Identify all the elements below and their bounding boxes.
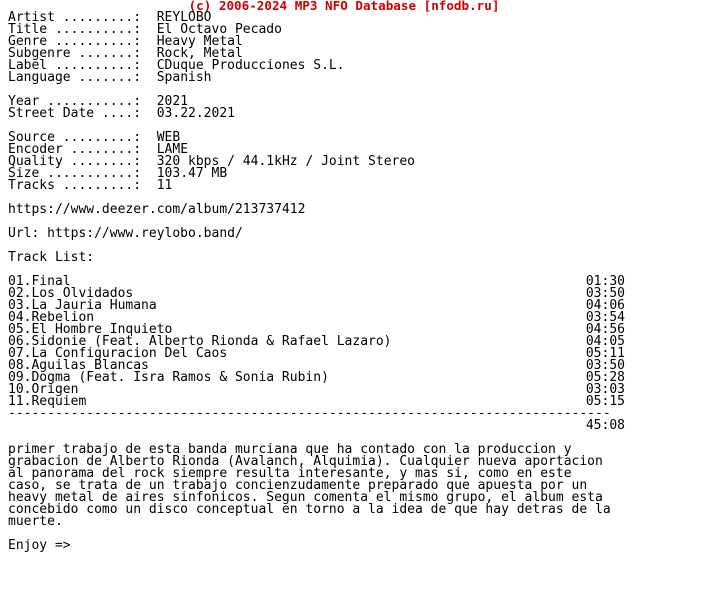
info-label: Encoder ........: — [8, 142, 142, 157]
info-label: Source .........: — [8, 130, 142, 145]
footer-enjoy: Enjoy => — [8, 538, 71, 553]
info-label: Size ...........: — [8, 166, 142, 181]
description-line: primer trabajo de esta banda murciana que ha contado con la produccion y — [8, 442, 572, 457]
track-title: 09.Dogma (Feat. Isra Ramos & Sonia Rubin) — [8, 370, 329, 385]
deezer-url: https://www.deezer.com/album/213737412 — [8, 202, 306, 217]
nfo-document — [8, 0, 698, 552]
track-time: 04:56 — [585, 322, 625, 337]
info-tracks — [8, 180, 698, 192]
info-label: Year ...........: — [8, 94, 142, 109]
info-label: Language .......: — [8, 70, 142, 85]
track-row — [8, 384, 625, 396]
track-time: 03:03 — [585, 382, 625, 397]
spacer — [8, 528, 698, 540]
description-line: caso, se trata de un trabajo concienzudamente preparado que apuesta por un — [8, 478, 588, 493]
track-time: 03:54 — [585, 310, 625, 325]
description-line: grabacion de Alberto Rionda (Avalanch, Alquimia). Cualquier nueva aportacion — [8, 454, 603, 469]
track-time: 03:50 — [585, 358, 625, 373]
info-value: El Octavo Pecado — [156, 22, 282, 37]
track-title: 03.La Jauria Humana — [8, 298, 157, 313]
spacer — [8, 240, 698, 252]
track-time: 01:30 — [585, 274, 625, 289]
info-value: LAME — [156, 142, 189, 157]
info-value: 103.47 MB — [156, 166, 228, 181]
info-value: WEB — [156, 130, 181, 145]
website-url: Url: https://www.reylobo.band/ — [8, 226, 243, 241]
info-value: Rock, Metal — [156, 46, 243, 61]
track-title: 05.El Hombre Inquieto — [8, 322, 173, 337]
info-label: Title ..........: — [8, 22, 142, 37]
album-description — [8, 444, 698, 528]
track-time: 03:50 — [585, 286, 625, 301]
track-row — [8, 372, 625, 384]
info-label: Genre ..........: — [8, 34, 142, 49]
info-label: Tracks .........: — [8, 178, 142, 193]
track-title: 11.Requiem — [8, 394, 87, 409]
track-title: 04.Rebelion — [8, 310, 95, 325]
track-time: 05:15 — [585, 394, 625, 409]
description-line: muerte. — [8, 514, 63, 529]
info-value: CDuque Producciones S.L. — [156, 58, 345, 73]
track-time: 04:05 — [585, 334, 625, 349]
info-value: Spanish — [156, 70, 212, 85]
info-value: 11 — [156, 178, 173, 193]
track-title: 08.Aguilas Blancas — [8, 358, 149, 373]
info-label: Subgenre .......: — [8, 46, 142, 61]
track-row — [8, 300, 625, 312]
track-time: 04:06 — [585, 298, 625, 313]
total-time: 45:08 — [585, 418, 625, 433]
description-line: al panorama del rock siempre resulta interesante, y mas si, como en este — [8, 466, 572, 481]
info-language — [8, 72, 698, 84]
track-title: 10.Origen — [8, 382, 79, 397]
description-line: heavy metal de aires sinfonicos. Segun comenta el mismo grupo, el album esta — [8, 490, 603, 505]
info-street-date — [8, 108, 698, 120]
description-line: concebido como un disco conceptual en torno a la idea de que hay detras de la — [8, 502, 611, 517]
track-title: 02.Los Olvidados — [8, 286, 134, 301]
track-title: 07.La Configuracion Del Caos — [8, 346, 228, 361]
info-value: 320 kbps / 44.1kHz / Joint Stereo — [156, 154, 415, 169]
info-label: Artist .........: — [8, 10, 142, 25]
divider-rule: ----------------------------------------------------------------------------- — [8, 408, 611, 420]
release-dates — [8, 96, 698, 120]
info-value: REYLOBO — [156, 10, 212, 25]
info-value: 03.22.2021 — [156, 106, 235, 121]
info-label: Street Date ....: — [8, 106, 142, 121]
technical-info — [8, 132, 698, 192]
track-title: 01.Final — [8, 274, 71, 289]
info-value: Heavy Metal — [156, 34, 243, 49]
album-info — [8, 12, 698, 84]
track-time: 05:28 — [585, 370, 625, 385]
track-list — [8, 276, 698, 408]
tracklist-title: Track List: — [8, 250, 95, 265]
info-label: Label ..........: — [8, 58, 142, 73]
info-value: 2021 — [156, 94, 189, 109]
info-label: Quality ........: — [8, 154, 142, 169]
track-title: 06.Sidonie (Feat. Alberto Rionda & Rafael Lazaro) — [8, 334, 392, 349]
site-header: (c) 2006-2024 MP3 NFO Database [nfodb.ru] — [188, 0, 500, 13]
track-time: 05:11 — [585, 346, 625, 361]
track-row — [8, 396, 625, 408]
